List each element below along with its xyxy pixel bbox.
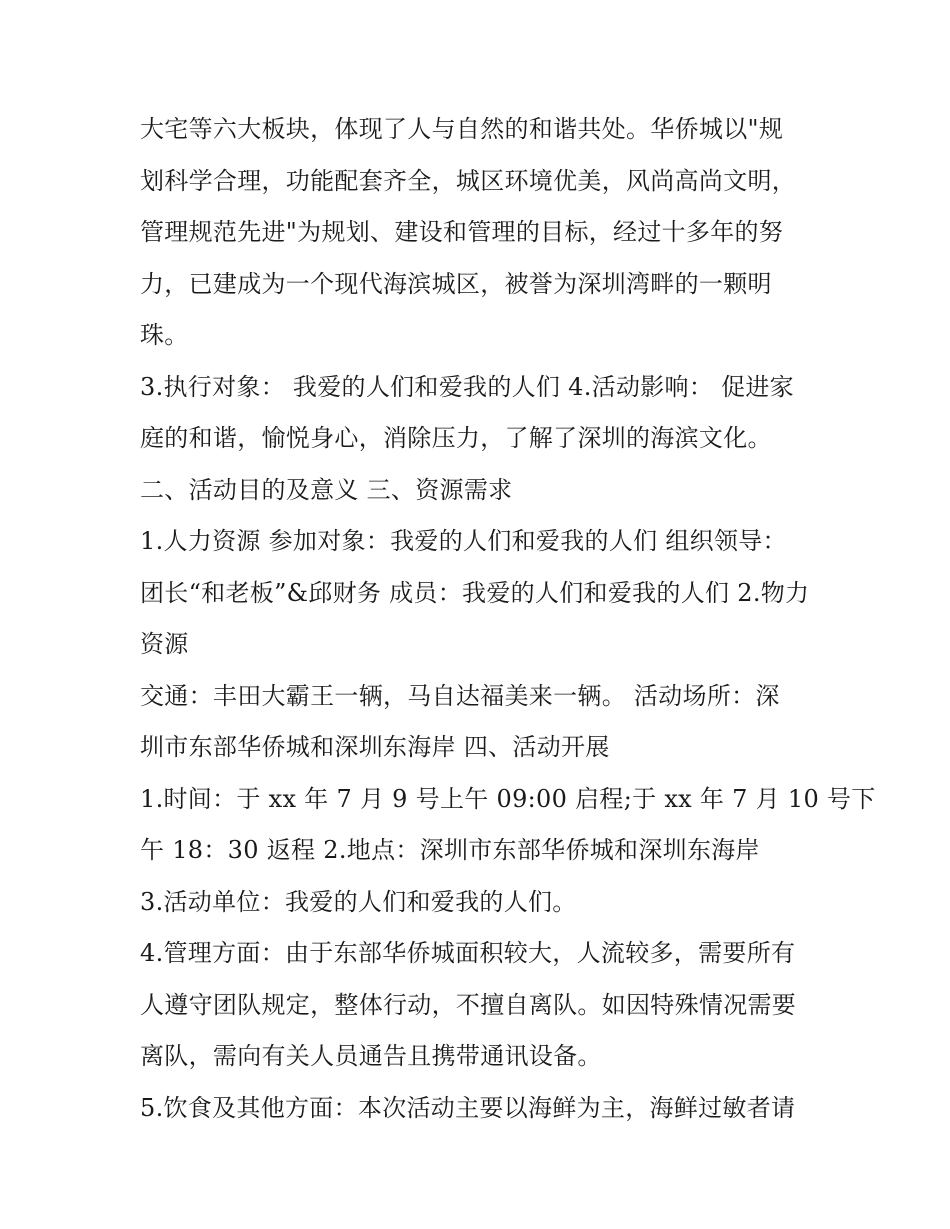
text-line-9: 1.人力资源 参加对象：我爱的人们和爱我的人们 组织领导： [140, 527, 787, 555]
text-line-3: 管理规范先进"为规划、建设和管理的目标，经过十多年的努 [140, 218, 784, 246]
text-line-13: 圳市东部华侨城和深圳东海岸 四、活动开展 [140, 733, 610, 761]
text-line-14: 1.时间：于 xx 年 7 月 9 号上午 09:00 启程;于 xx 年 7 月 10 号下 [140, 784, 876, 813]
section-heading-line: 二、活动目的及意义 三、资源需求 [140, 475, 513, 504]
text-line-19: 离队，需向有关人员通告且携带通讯设备。 [140, 1042, 602, 1070]
text-line-12: 交通：丰田大霸王一辆，马自达福美来一辆。 活动场所：深 [140, 681, 780, 710]
text-line-6: 3.执行对象： 我爱的人们和爱我的人们 4.活动影响： 促进家 [140, 372, 794, 401]
text-line-4: 力，已建成为一个现代海滨城区，被誉为深圳湾畔的一颗明 [140, 269, 772, 298]
text-line-5: 珠。 [140, 321, 189, 349]
text-line-10: 团长“和老板”&邱财务 成员：我爱的人们和爱我的人们 2.物力 [140, 578, 810, 607]
text-line-16: 3.活动单位：我爱的人们和爱我的人们。 [140, 887, 577, 916]
text-line-18: 人遵守团队规定，整体行动，不擅自离队。如因特殊情况需要 [140, 990, 797, 1019]
text-line-20: 5.饮食及其他方面：本次活动主要以海鲜为主，海鲜过敏者请 [140, 1093, 796, 1122]
text-line-15: 午 18：30 返程 2.地点：深圳市东部华侨城和深圳东海岸 [140, 836, 760, 864]
text-line-7: 庭的和谐，愉悦身心，消除压力，了解了深圳的海滨文化。 [140, 424, 772, 452]
document-body [140, 104, 876, 1134]
text-line-17: 4.管理方面：由于东部华侨城面积较大，人流较多，需要所有 [140, 939, 796, 967]
text-line-2: 划科学合理，功能配套齐全，城区环境优美，风尚高尚文明， [140, 166, 797, 195]
text-line-11: 资源 [140, 630, 189, 658]
text-line-1: 大宅等六大板块，体现了人与自然的和谐共处。华侨城以"规 [140, 115, 784, 143]
